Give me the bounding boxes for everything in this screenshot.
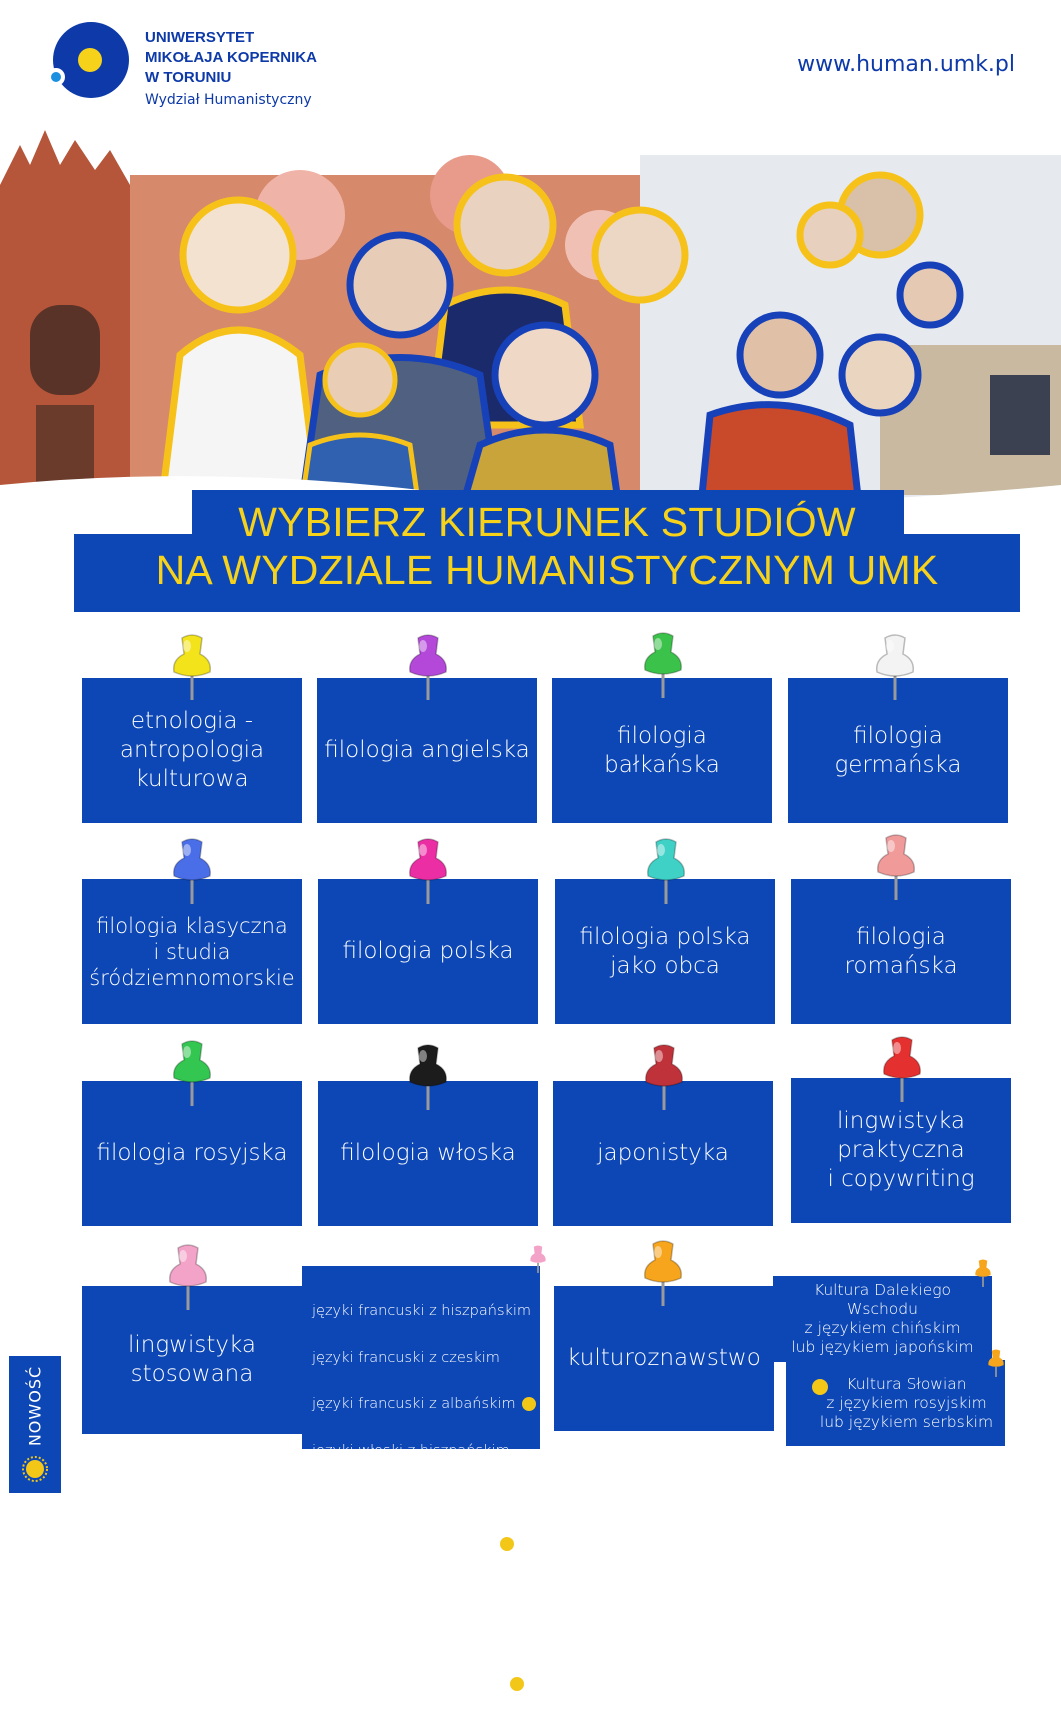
language-combinations-list <box>312 1274 536 1722</box>
program-label: japonistyka <box>597 1140 729 1166</box>
headline-line-1: WYBIERZ KIERUNEK STUDIÓW <box>238 499 856 545</box>
new-marker-icon <box>812 1379 828 1395</box>
website-link[interactable]: www.human.umk.pl <box>797 52 1015 77</box>
program-tile-jezyki[interactable] <box>302 1266 540 1692</box>
pushpin-icon <box>166 1038 218 1108</box>
pushpin-icon <box>637 1238 689 1308</box>
pushpin-icon <box>402 632 454 702</box>
pushpin-icon <box>166 836 218 906</box>
program-label: filologia romańska <box>844 923 958 979</box>
language-combination: języki francuski z hiszpańskim <box>312 1303 532 1319</box>
program-label: kulturoznawstwo <box>567 1345 761 1371</box>
pushpin-icon <box>638 1042 690 1112</box>
pushpin-icon <box>972 1258 994 1288</box>
program-label: filologia bałkańska <box>604 722 720 778</box>
new-badge <box>9 1356 61 1493</box>
headline-banner <box>74 490 1020 612</box>
program-label: filologia klasyczna i studia śródziemnomorskie <box>89 913 295 990</box>
sun-icon <box>22 1456 48 1482</box>
pushpin-icon <box>527 1244 549 1274</box>
language-combination: języki rosyjski z hiszpańskim <box>312 1582 520 1599</box>
pushpin-icon <box>402 1042 454 1112</box>
headline-line-2: NA WYDZIALE HUMANISTYCZNYM UMK <box>155 547 939 593</box>
pushpin-icon <box>637 630 689 700</box>
pushpin-icon <box>869 632 921 702</box>
program-tile-kultura-slowian[interactable] <box>786 1360 1005 1446</box>
new-badge-label: NOWOŚĆ <box>25 1365 45 1447</box>
pushpin-icon <box>166 632 218 702</box>
new-marker-icon <box>500 1537 514 1551</box>
program-label: filologia germańska <box>834 722 962 778</box>
program-label: Kultura Słowian z językiem rosyjskim lub językiem serbskim <box>819 1374 994 1431</box>
program-label: lingwistyka praktyczna i copywriting <box>827 1108 975 1192</box>
program-label: lingwistyka stosowana <box>128 1332 256 1387</box>
language-combination: języki francuski z czeskim <box>312 1349 500 1366</box>
program-label: filologia angielska <box>324 737 530 763</box>
program-label: etnologia - antropologia kulturowa <box>119 708 265 792</box>
faculty-name: Wydział Humanistyczny <box>145 92 312 108</box>
university-name: UNIWERSYTET MIKOŁAJA KOPERNIKA W TORUNIU <box>145 29 317 86</box>
program-tile-kultura-dalekiego-wschodu[interactable] <box>773 1276 992 1362</box>
photo-collage <box>0 125 1061 515</box>
language-combination: języki rosyjski z albańskim <box>312 1676 536 1694</box>
pushpin-icon <box>876 1034 928 1104</box>
program-label: filologia rosyjska <box>96 1140 288 1166</box>
language-combination: języki włoski z hiszpańskim <box>312 1442 510 1459</box>
university-logo <box>46 20 130 104</box>
new-marker-icon <box>510 1677 524 1691</box>
pushpin-icon <box>640 836 692 906</box>
pushpin-icon <box>402 836 454 906</box>
pushpin-icon <box>162 1242 214 1312</box>
program-label: filologia włoska <box>340 1140 516 1166</box>
program-label: filologia polska jako obca <box>579 923 751 979</box>
pushpin-icon <box>985 1348 1007 1378</box>
program-label: filologia polska <box>342 938 514 964</box>
language-combination: języki francuski z albańskim <box>312 1396 536 1414</box>
new-marker-icon <box>522 1397 536 1411</box>
language-combination: języki włoski z czeskim <box>312 1489 479 1506</box>
language-combination: języki rosyjski z czeskim <box>312 1629 489 1646</box>
program-label: Kultura Dalekiego Wschodu z językiem chińskim lub językiem japońskim <box>791 1281 974 1356</box>
language-combination: języki włoski z albańskim <box>312 1536 536 1554</box>
pushpin-icon <box>870 832 922 902</box>
